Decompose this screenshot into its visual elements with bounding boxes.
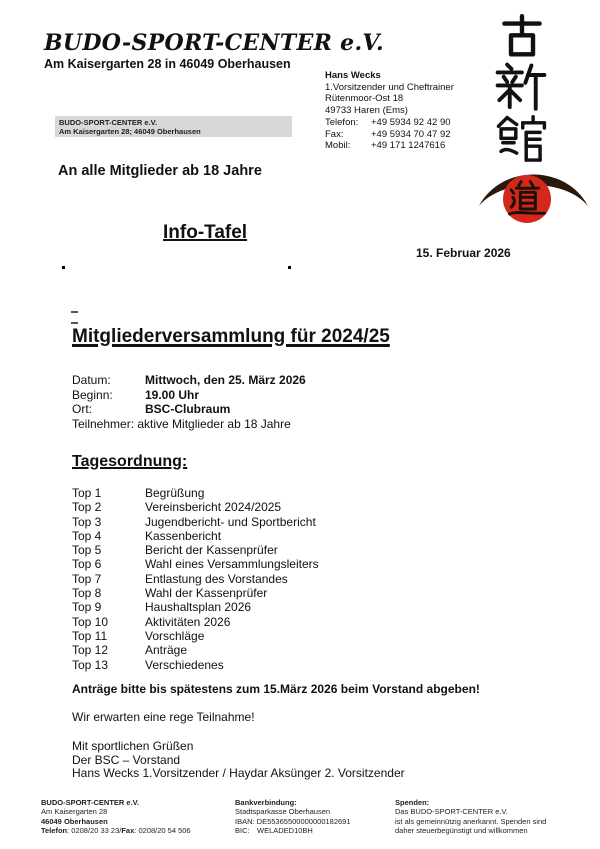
agenda-item-title: Verschiedenes xyxy=(145,657,224,672)
footer-bic-label: BIC: xyxy=(235,825,250,835)
footer-donations-heading: Spenden: xyxy=(395,798,430,807)
detail-row-beginn xyxy=(72,388,306,403)
contact-block xyxy=(325,70,454,152)
stray-dash-2 xyxy=(71,322,78,324)
agenda-item-title: Vereinsbericht 2024/2025 xyxy=(145,500,282,515)
contact-fax-value: +49 5934 70 47 92 xyxy=(371,128,451,140)
footer-donations-line3: daher steuerbegünstigt und willkommen xyxy=(395,825,528,835)
agenda-item-num: Top 4 xyxy=(72,528,102,543)
org-title: BUDO-SPORT-CENTER e.V. xyxy=(44,30,384,56)
meeting-title: Mitgliederversammlung für 2024/25 xyxy=(72,326,390,347)
footer-org-city: 46049 Oberhausen xyxy=(41,816,108,826)
footer-org-phone-line xyxy=(41,826,191,835)
agenda-item-num: Top 13 xyxy=(72,657,109,672)
contact-phone-row xyxy=(325,117,454,129)
document-date: 15. Februar 2026 xyxy=(416,246,511,260)
agenda-item-title: Wahl der Kassenprüfer xyxy=(145,586,268,601)
info-tafel-heading: Info-Tafel xyxy=(163,222,248,243)
agenda-item xyxy=(72,515,319,529)
footer-bic-value: WELADED10BH xyxy=(257,825,313,835)
kanji-ko-icon xyxy=(500,14,544,58)
agenda-item-num: Top 8 xyxy=(72,586,102,601)
participants-line: Teilnehmer: aktive Mitglieder ab 18 Jahre xyxy=(72,417,291,431)
agenda-item xyxy=(72,629,319,643)
footer-donations-line2: ist als gemeinnützig anerkannt. Spenden sind xyxy=(395,816,547,826)
contact-mobile-label: Mobil: xyxy=(325,140,351,152)
agenda-item xyxy=(72,543,319,557)
agenda-item xyxy=(72,600,319,614)
agenda-item-num: Top 6 xyxy=(72,557,102,572)
kanji-shin-icon xyxy=(495,62,547,114)
footer-phone-label: Telefon xyxy=(41,825,68,835)
agenda-item-num: Top 12 xyxy=(72,643,109,658)
agenda-item-num: Top 5 xyxy=(72,543,102,558)
agenda-item xyxy=(72,500,319,514)
agenda-item-num: Top 9 xyxy=(72,600,102,615)
detail-row-ort xyxy=(72,402,306,417)
stray-dash-1 xyxy=(71,311,78,313)
deadline-notice: Anträge bitte bis spätestens zum 15.März 2026 beim Vorstand abgeben! xyxy=(72,682,480,696)
footer-donations-block xyxy=(395,798,546,835)
footer-phone-value: : 0208/20 33 23/ xyxy=(67,825,122,835)
agenda-item xyxy=(72,572,319,586)
contact-street: Rütenmoor-Ost 18 xyxy=(325,93,404,105)
footer-fax-label: Fax xyxy=(121,825,135,835)
contact-role: 1.Vorsitzender und Cheftrainer xyxy=(325,81,454,93)
closing-greeting: Mit sportlichen Grüßen xyxy=(72,739,194,753)
footer-bank-iban: IBAN: DE55365500000000182691 xyxy=(235,816,351,826)
attendance-line: Wir erwarten eine rege Teilnahme! xyxy=(72,710,255,724)
footer-bank-heading: Bankverbindung: xyxy=(235,798,297,807)
agenda-item-title: Haushaltsplan 2026 xyxy=(145,600,252,615)
closing-block xyxy=(72,740,405,781)
stray-dot-left xyxy=(62,266,65,269)
agenda-item-title: Anträge xyxy=(145,643,188,658)
detail-value: BSC-Clubraum xyxy=(145,402,231,417)
contact-phone-value: +49 5934 92 42 90 xyxy=(371,116,451,128)
footer-bank-name: Stadtsparkasse Oberhausen xyxy=(235,807,331,817)
detail-label: Ort: xyxy=(72,402,92,417)
contact-fax-row xyxy=(325,129,454,141)
agenda-item-title: Vorschläge xyxy=(145,628,205,643)
agenda-item-title: Aktivitäten 2026 xyxy=(145,614,231,629)
footer-bank-block xyxy=(235,798,351,835)
detail-label: Datum: xyxy=(72,373,111,387)
footer-org-block xyxy=(41,798,191,835)
contact-phone-label: Telefon: xyxy=(325,116,359,128)
agenda-item-num: Top 1 xyxy=(72,486,102,500)
agenda-item-title: Wahl eines Versammlungsleiters xyxy=(145,557,319,572)
agenda-list xyxy=(72,486,319,672)
stray-dot-right xyxy=(288,266,291,269)
detail-value: 19.00 Uhr xyxy=(145,387,200,402)
window-address-line2: Am Kaisergarten 28; 46049 Oberhausen xyxy=(59,127,201,136)
agenda-item-title: Jugendbericht- und Sportbericht xyxy=(145,514,316,529)
agenda-item xyxy=(72,658,319,672)
footer-fax-value: : 0208/20 54 506 xyxy=(134,825,191,835)
agenda-item-num: Top 7 xyxy=(72,571,102,586)
detail-row-datum xyxy=(72,373,306,388)
logo-do-circle-icon xyxy=(503,175,551,223)
contact-fax-label: Fax: xyxy=(325,128,344,140)
closing-signatories: Hans Wecks 1.Vorsitzender / Haydar Aksünger 2. Vorsitzender xyxy=(72,766,405,780)
agenda-heading: Tagesordnung: xyxy=(72,453,188,470)
agenda-item-title: Bericht der Kassenprüfer xyxy=(145,543,278,558)
footer-bank-bic-line xyxy=(235,826,351,835)
agenda-item-num: Top 11 xyxy=(72,628,108,643)
contact-city: 49733 Haren (Ems) xyxy=(325,105,408,117)
agenda-item-num: Top 2 xyxy=(72,500,102,515)
footer-org-name: BUDO-SPORT-CENTER e.V. xyxy=(41,798,140,807)
contact-name: Hans Wecks xyxy=(325,70,381,81)
footer-org-street: Am Kaisergarten 28 xyxy=(41,807,108,817)
closing-board: Der BSC – Vorstand xyxy=(72,752,181,767)
detail-value: Mittwoch, den 25. März 2026 xyxy=(145,373,306,387)
agenda-item xyxy=(72,529,319,543)
kanji-do-icon xyxy=(507,179,547,219)
agenda-item xyxy=(72,557,319,571)
footer-donations-line1: Das BUDO-SPORT-CENTER e.V. xyxy=(395,807,508,817)
contact-mobile-row xyxy=(325,140,454,152)
agenda-item xyxy=(72,643,319,657)
window-address-block xyxy=(55,116,292,137)
agenda-item-title: Kassenbericht xyxy=(145,528,222,543)
agenda-item xyxy=(72,486,319,500)
agenda-item xyxy=(72,615,319,629)
meeting-details xyxy=(72,373,306,417)
detail-label: Beginn: xyxy=(72,387,113,402)
agenda-item xyxy=(72,586,319,600)
contact-mobile-value: +49 171 1247616 xyxy=(371,140,446,152)
agenda-item-title: Entlastung des Vorstandes xyxy=(145,571,288,586)
window-address-line1: BUDO-SPORT-CENTER e.V. xyxy=(59,118,158,127)
recipient-line: An alle Mitglieder ab 18 Jahre xyxy=(58,163,262,179)
org-address-line: Am Kaisergarten 28 in 46049 Oberhausen xyxy=(44,57,291,71)
agenda-item-title: Begrüßung xyxy=(145,486,205,500)
agenda-item-num: Top 10 xyxy=(72,614,109,629)
agenda-item-num: Top 3 xyxy=(72,514,102,529)
